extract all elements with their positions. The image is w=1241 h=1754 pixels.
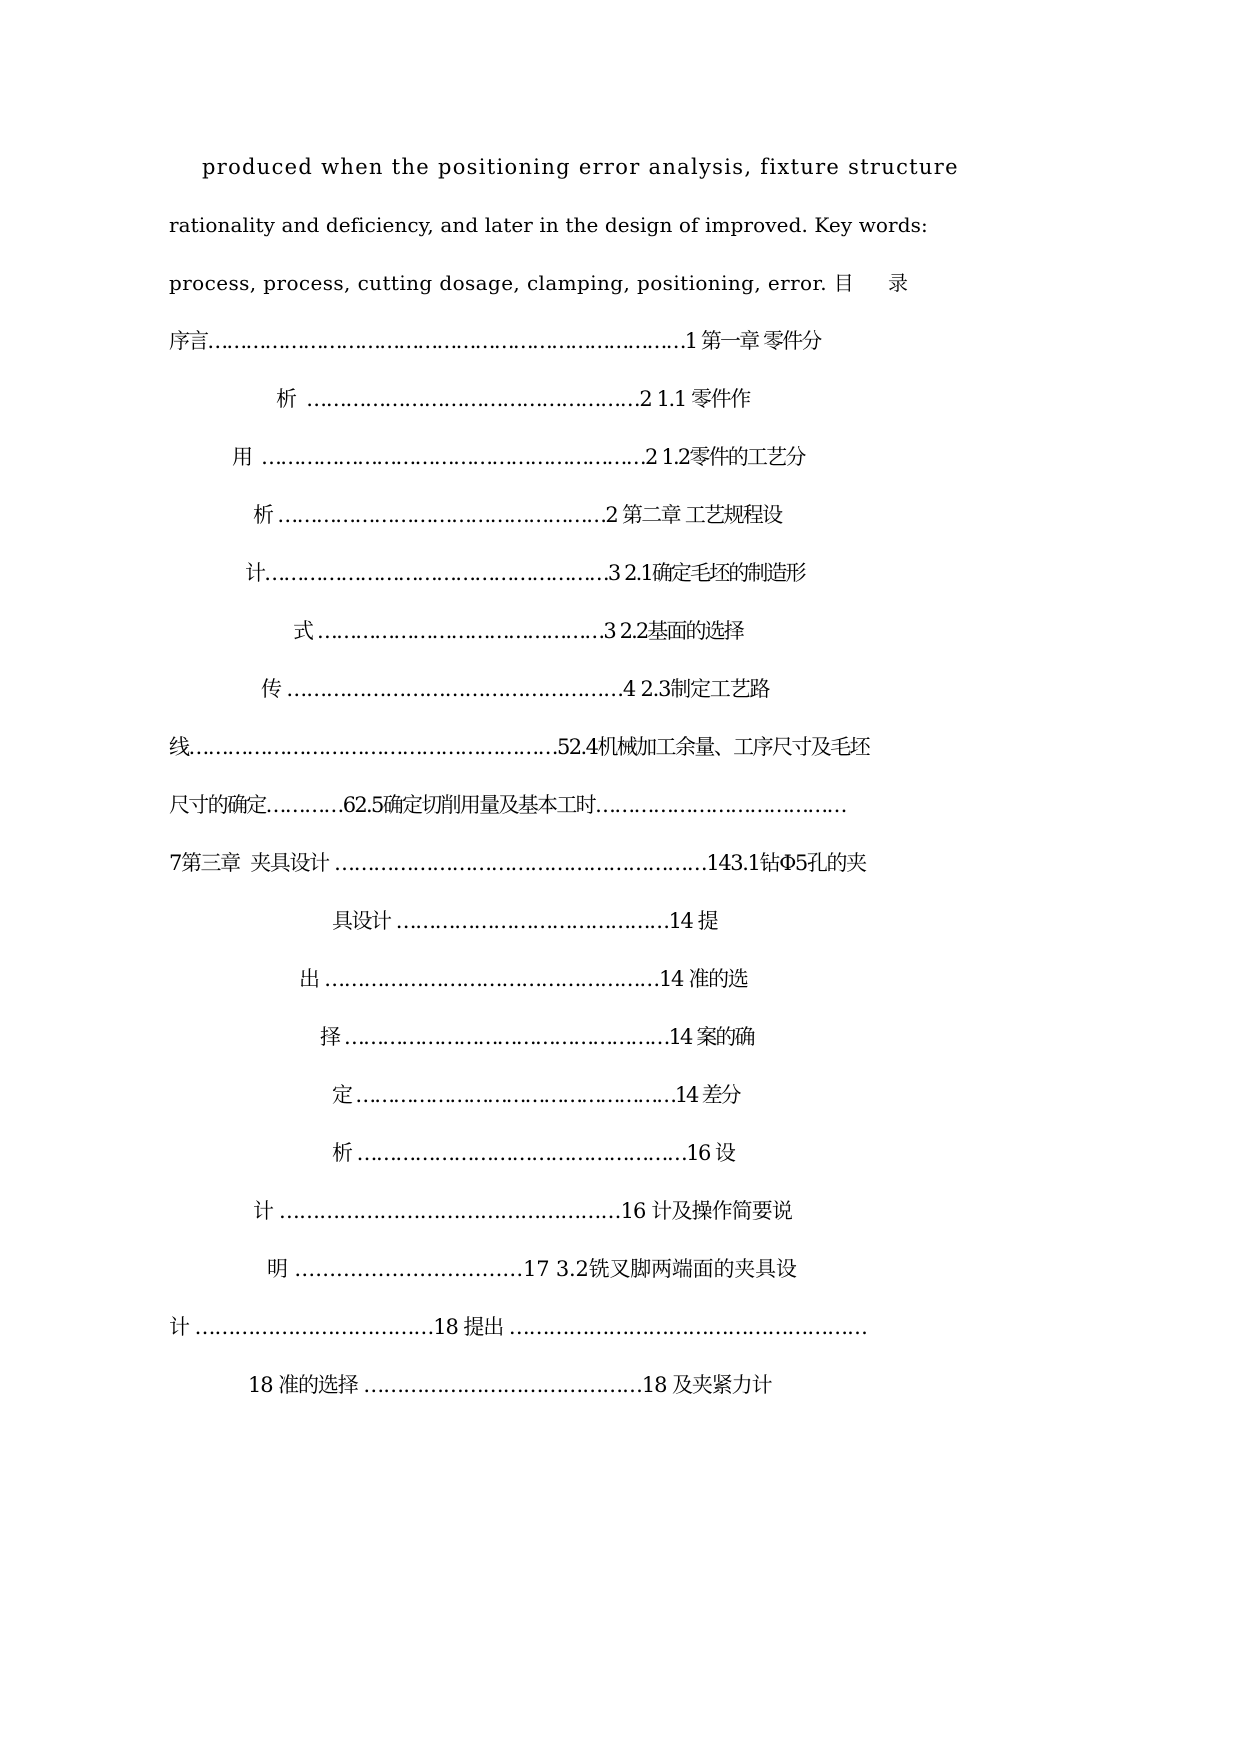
toc-line-14: 定 ……………………………………………14 差分 [332,1083,740,1107]
toc-line-13: 择 ……………………………………………14 案的确 [320,1025,754,1049]
keywords-line: process, process, cutting dosage, clamping, positioning, error. 目 录 [169,271,909,295]
toc-line-11: 具设计 ……………………………………14 提 [332,909,718,933]
toc-line-10: 7第三章 夹具设计 …………………………………………………143.1钻Φ5孔的夹 [169,851,866,875]
toc-line-8: 线…………………………………………………52.4机械加工余量、工序尺寸及毛坯 [169,735,869,759]
toc-line-4: 析 ……………………………………………2 第二章 工艺规程设 [253,503,782,527]
toc-line-5: 计………………………………………………3 2.1确定毛坯的制造形 [245,561,805,585]
toc-line-15: 析 ……………………………………………16 设 [332,1141,735,1165]
toc-line-9: 尺寸的确定…………62.5确定切削用量及基本工时………………………………… [169,793,846,817]
toc-line-7: 传 ……………………………………………4 2.3制定工艺路 [261,677,770,701]
toc-line-12: 出 ……………………………………………14 准的选 [299,967,748,991]
toc-line-1: 序言…………………………………………………………………1 第一章 零件分 [169,329,821,353]
abstract-line-1: produced when the positioning error analysis, fixture structure [202,155,959,179]
toc-line-18: 计 ………………………………18 提出 ……………………………………………… [169,1315,867,1339]
toc-line-17: 明 ……………………………17 3.2铣叉脚两端面的夹具设 [267,1257,797,1281]
toc-line-16: 计 ……………………………………………16 计及操作简要说 [253,1199,792,1223]
abstract-line-2: rationality and deficiency, and later in the design of improved. Key words: [169,213,928,237]
toc-line-2: 析 ……………………………………………2 1.1 零件作 [276,387,750,411]
toc-line-6: 式 ………………………………………3 2.2基面的选择 [293,619,743,643]
toc-line-19: 18 准的选择 ……………………………………18 及夹紧力计 [248,1373,772,1397]
toc-line-3: 用 ……………………………………………………2 1.2零件的工艺分 [232,445,805,469]
